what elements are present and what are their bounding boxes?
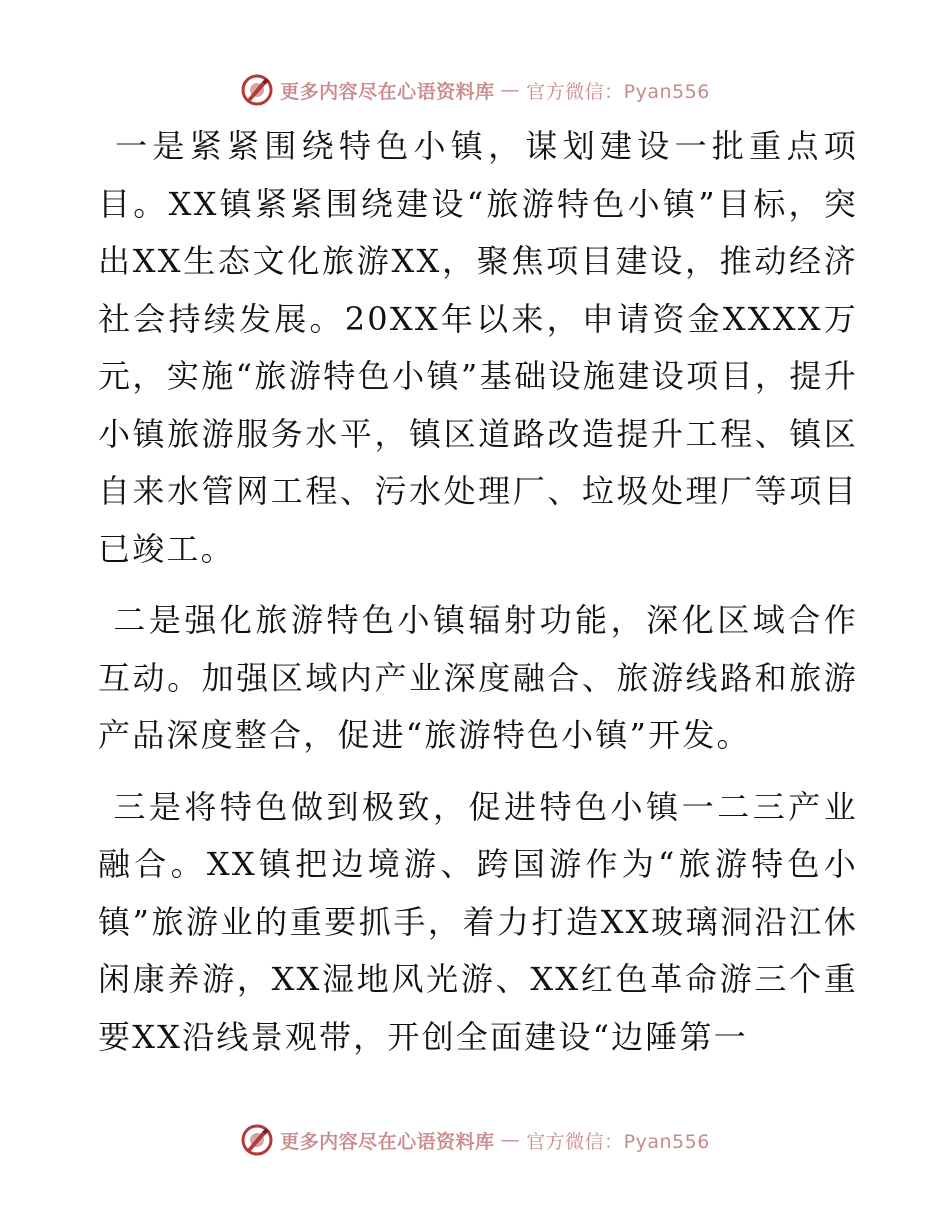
watermark-contact-text: 官方微信：Pyan556	[526, 80, 710, 103]
document-body	[98, 118, 858, 1066]
watermark-contact-text: 官方微信：Pyan556	[526, 1130, 710, 1153]
watermark-separator: —	[500, 1129, 521, 1151]
paragraph-1-text: 一是紧紧围绕特色小镇，谋划建设一批重点项目。XX镇紧紧围绕建设“旅游特色小镇”目标，突出XX生态文化旅游XX，聚焦项目建设，推动经济社会持续发展。20XX年以来，申请资金XXXX万元，实施“旅游特色小镇”基础设施建设项目，提升小镇旅游服务水平，镇区道路改造提升工程、镇区自来水管网工程、污水处理厂、垃圾处理厂等项目已竣工。	[98, 127, 858, 568]
watermark-separator: —	[500, 79, 521, 101]
footer-watermark	[0, 1120, 950, 1160]
paragraph-3	[98, 779, 858, 1067]
paragraph-3-text: 三是将特色做到极致，促进特色小镇一二三产业融合。XX镇把边境游、跨国游作为“旅游特色小镇”旅游业的重要抓手，着力打造XX玻璃洞沿江休闲康养游，XX湿地风光游、XX红色革命游三个重要XX沿线景观带，开创全面建设“边陲第一	[98, 787, 858, 1056]
watermark-main-text: 更多内容尽在心语资料库	[280, 1130, 495, 1153]
paragraph-1	[98, 118, 858, 578]
pen-logo-icon	[240, 73, 274, 107]
header-watermark	[0, 70, 950, 110]
paragraph-2	[98, 592, 858, 765]
watermark-main-text: 更多内容尽在心语资料库	[280, 80, 495, 103]
paragraph-2-text: 二是强化旅游特色小镇辐射功能，深化区域合作互动。加强区域内产业深度融合、旅游线路和旅游产品深度整合，促进“旅游特色小镇”开发。	[98, 601, 858, 754]
pen-logo-icon	[240, 1123, 274, 1157]
